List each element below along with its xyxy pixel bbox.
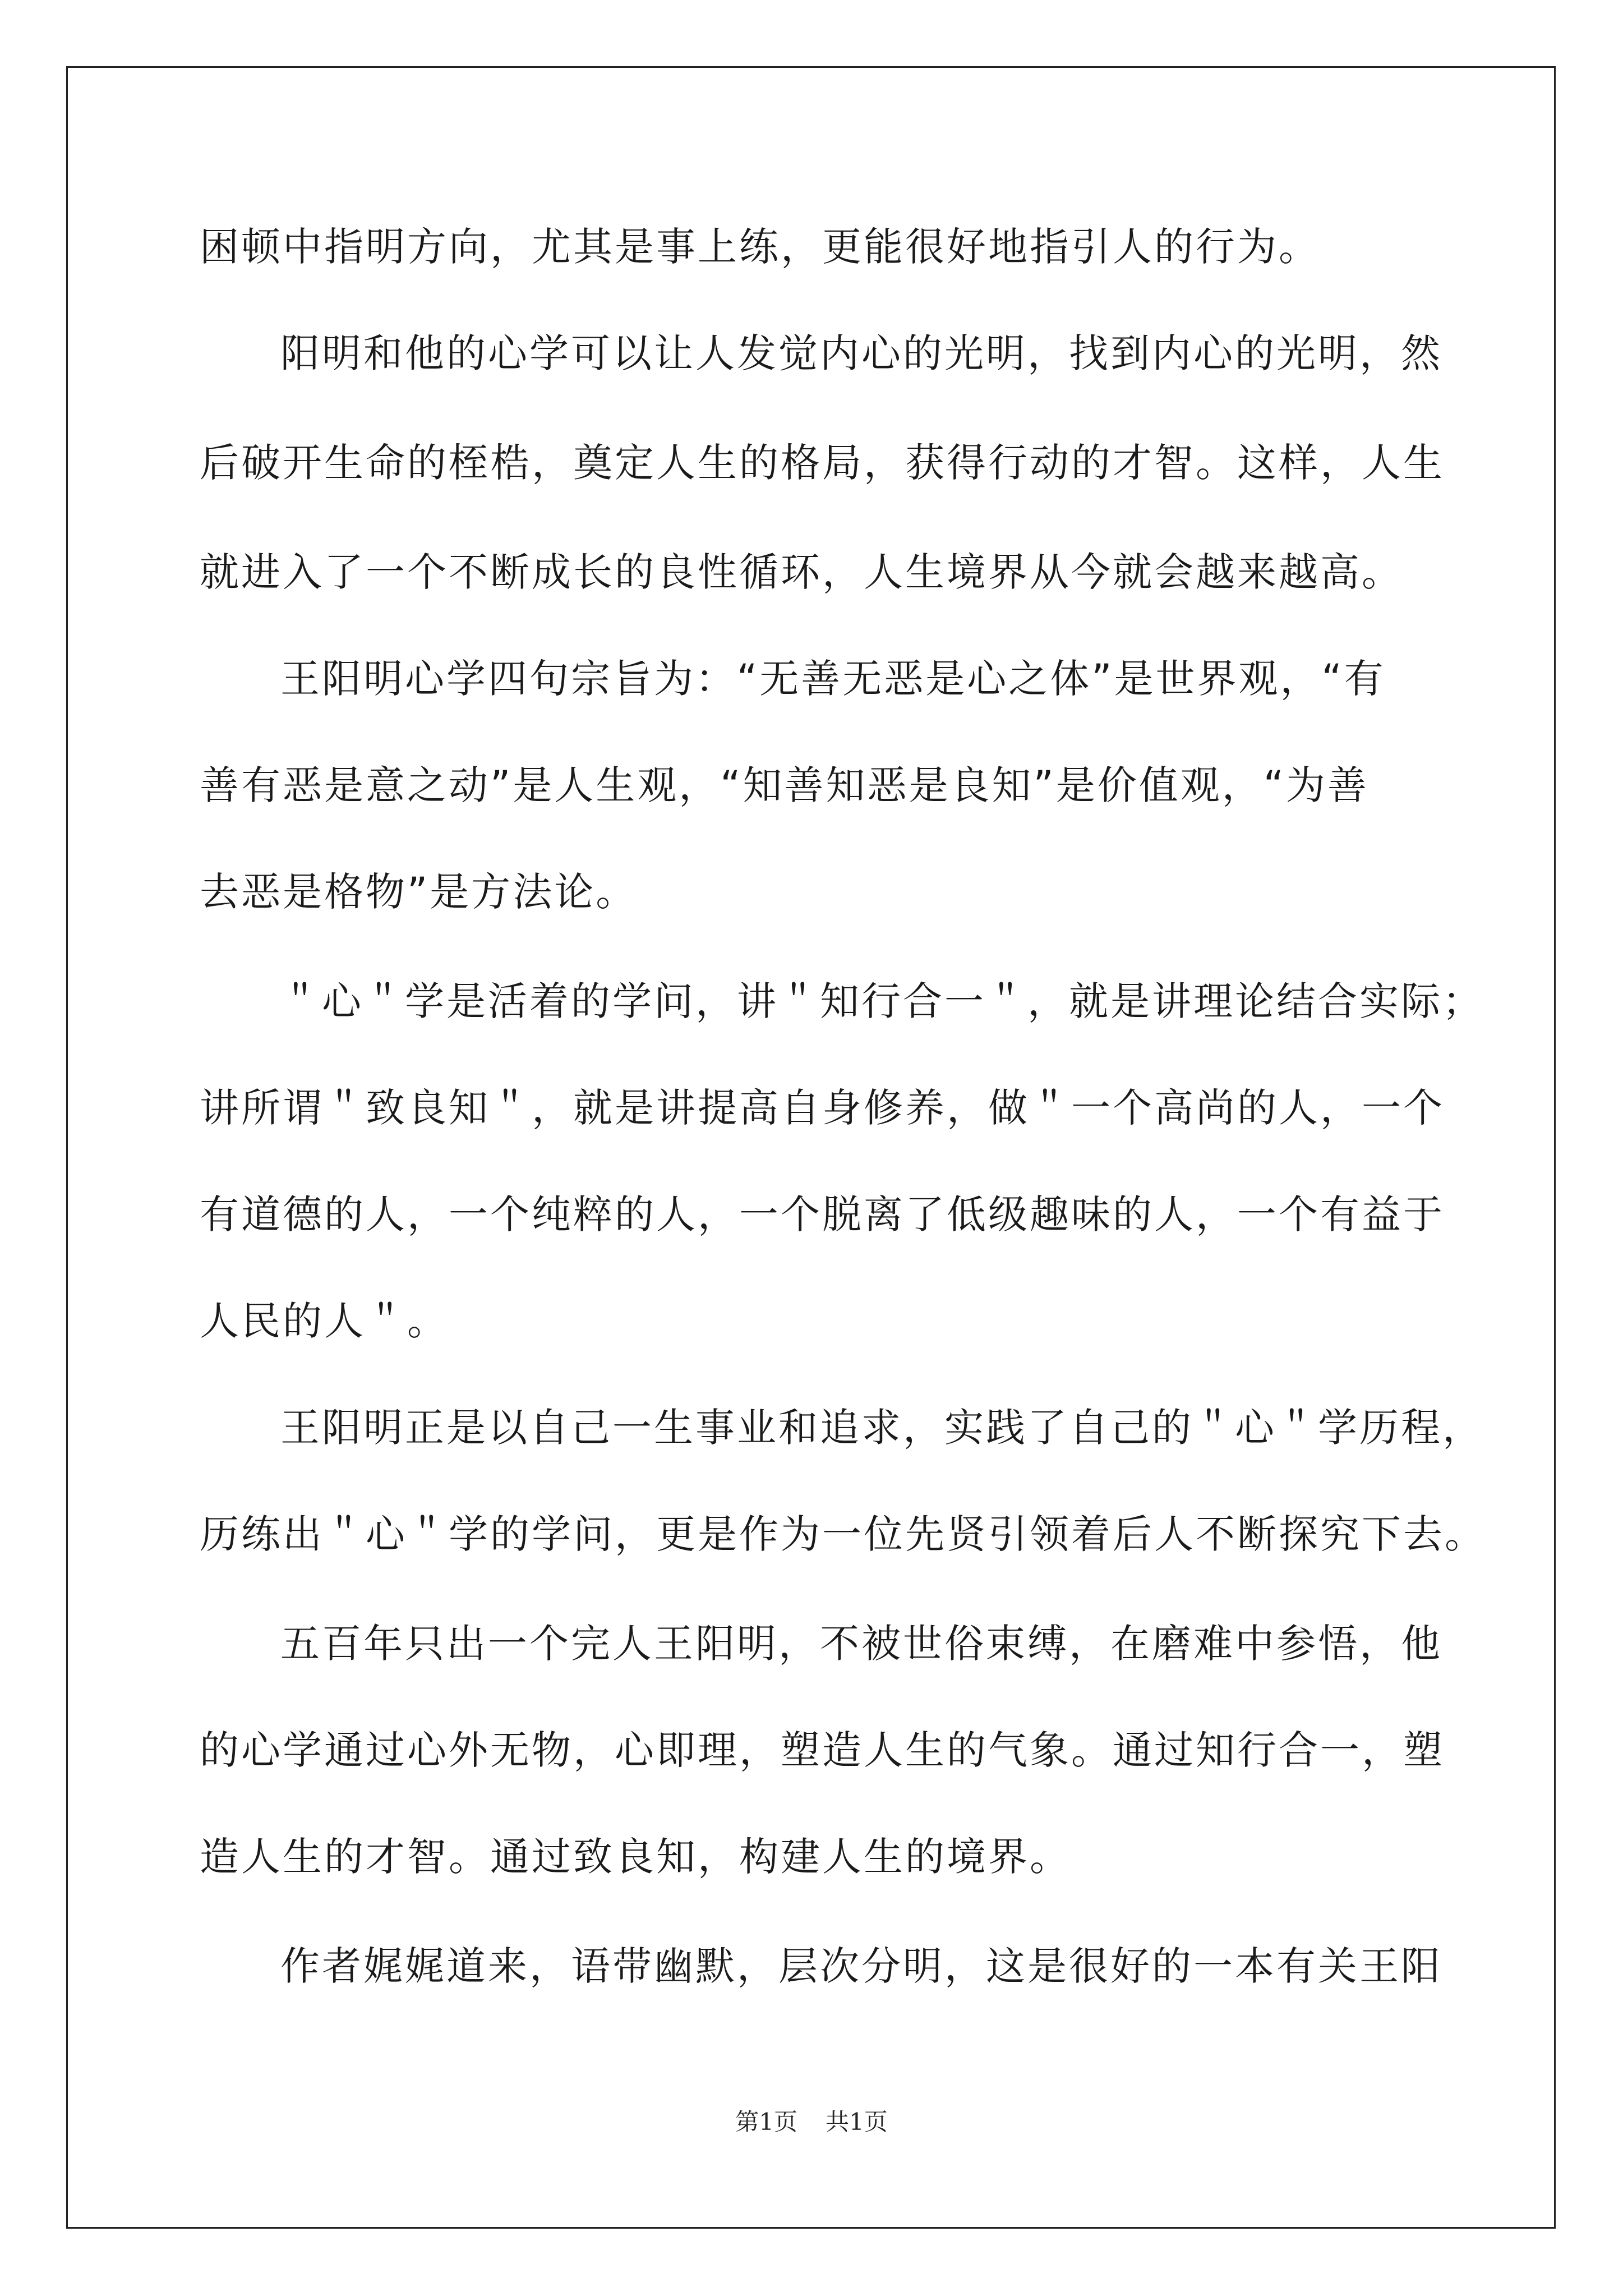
text-line: 去恶是格物”是方法论。 — [200, 869, 638, 915]
paragraph-first-line: 王阳明心学四句宗旨为：“无善无恶是心之体”是世界观，“有 — [280, 656, 1386, 702]
paragraph-first-line: 阳明和他的心学可以让人发觉内心的光明，找到内心的光明，然 — [280, 330, 1442, 376]
text-line: 历练出＂心＂学的学问，更是作为一位先贤引领着后人不断探究下去。 — [200, 1511, 1486, 1557]
page-total: 共1页 — [826, 2108, 888, 2136]
page-border — [66, 66, 1556, 2229]
text-line: 人民的人＂。 — [200, 1298, 449, 1344]
text-line: 造人生的才智。通过致良知，构建人生的境界。 — [200, 1834, 1071, 1880]
text-line: 有道德的人，一个纯粹的人，一个脱离了低级趣味的人，一个有益于 — [200, 1191, 1445, 1237]
page-number: 第1页 — [735, 2108, 797, 2136]
paragraph-first-line: 王阳明正是以自己一生事业和追求，实践了自己的＂心＂学历程， — [280, 1405, 1484, 1451]
text-line: 后破开生命的桎梏，奠定人生的格局，获得行动的才智。这样，人生 — [200, 440, 1445, 486]
text-line: 就进入了一个不断成长的良性循环，人生境界从今就会越来越高。 — [200, 549, 1403, 595]
paragraph-first-line: 作者娓娓道来，语带幽默，层次分明，这是很好的一本有关王阳 — [280, 1943, 1442, 1989]
text-line: 讲所谓＂致良知＂，就是讲提高自身修养，做＂一个高尚的人，一个 — [200, 1085, 1445, 1131]
text-line: 善有恶是意之动”是人生观，“知善知恶是良知”是价值观，“为善 — [200, 762, 1370, 808]
paragraph-first-line: 五百年只出一个完人王阳明，不被世俗束缚，在磨难中参悟，他 — [280, 1621, 1442, 1667]
paragraph-first-line: ＂心＂学是活着的学问，讲＂知行合一＂，就是讲理论结合实际； — [280, 978, 1484, 1024]
page-footer — [0, 2104, 1623, 2137]
text-line: 的心学通过心外无物，心即理，塑造人生的气象。通过知行合一，塑 — [200, 1727, 1445, 1773]
text-line: 困顿中指明方向，尤其是事上练，更能很好地指引人的行为。 — [200, 224, 1320, 270]
